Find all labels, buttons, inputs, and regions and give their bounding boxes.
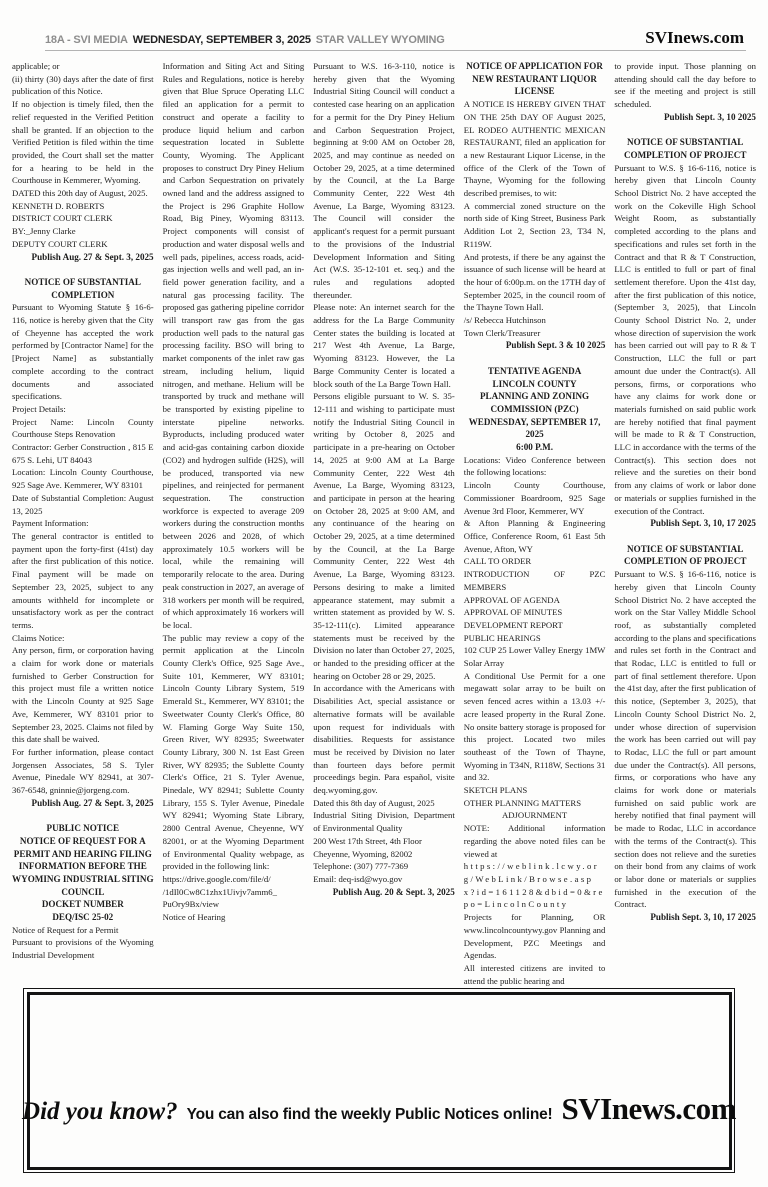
- publish-line: Publish Sept. 3, 10, 17 2025: [650, 912, 756, 923]
- notice-heading: 6:00 P.M.: [516, 442, 553, 453]
- notice-heading: DOCKET NUMBER: [41, 899, 124, 910]
- promo-banner-frame: [22, 992, 736, 1170]
- notice-line: Notice of Hearing: [162, 912, 226, 923]
- notice-paragraph: Pursuant to provisions of the Wyoming Industrial Development: [12, 937, 154, 961]
- notice-paragraph: For further information, please contact Jorgensen Associates, 58 S. Tyler Avenue, Pinedale WY 82941, at 307-367-6548, gninnie@jorgeng.com.: [12, 746, 154, 796]
- promo-banner: [23, 988, 735, 1173]
- notice-line: /s/ Rebecca Hutchinson: [463, 315, 546, 326]
- notice-heading: PLANNING AND ZONING: [480, 391, 590, 402]
- promo-message-text: You can also find the weekly Public Notices online!: [186, 1105, 553, 1123]
- notice-paragraph: A NOTICE IS HEREBY GIVEN THAT ON THE 25th DAY OF August 2025, EL RODEO AUTHENTIC MEXICAN RESTAURANT, filed an application for a new Restaurant Liquor License, in the office of the Clerk of the Town of Thayne, Wyoming for the following described premises, to wit:: [463, 99, 606, 199]
- masthead-site-name: SVInews.com: [645, 28, 744, 47]
- notice-heading: NOTICE OF REQUEST FOR A PERMIT AND HEARING FILING INFORMATION BEFORE THE WYOMING INDUSTRIAL SITING COUNCIL: [12, 835, 154, 897]
- promo-lead-text: Did you know?: [22, 1097, 178, 1125]
- notice-line: Cheyenne, Wyoming, 82002: [313, 848, 413, 859]
- notice-line: DISTRICT COURT CLERK: [12, 213, 113, 224]
- notice-heading: NEW RESTAURANT LIQUOR LICENSE: [472, 73, 597, 97]
- notice-line: OTHER PLANNING MATTERS: [463, 797, 582, 808]
- notice-line: BY:_Jenny Clarke: [12, 226, 76, 237]
- notice-paragraph: In accordance with the Americans with Disabilities Act, special assistance or alternative formats will be available upon request for individuals with disabilities. Requests for assistance must be received by Division no later than fourteen days before permit proceedings begin. Para español, visite deq.wyoming.gov.: [313, 683, 455, 796]
- masthead-left: [45, 34, 445, 46]
- notice-paragraph: Contractor: Gerber Construction , 815 E 675 S. Lehi, UT 84043: [12, 442, 154, 465]
- publish-line: Publish Aug. 27 & Sept. 3, 2025: [31, 251, 154, 262]
- notice-paragraph: Lincoln County Courthouse, Commissioner Boardroom, 925 Sage Avenue 3rd Floor, Kemmerer, WY: [463, 480, 606, 516]
- notice-line: APPROVAL OF MINUTES: [463, 607, 563, 618]
- notice-paragraph: Please note: An internet search for the address for the La Barge Community Center states the building is located at 217 West 4th Avenue, La Barge, Wyoming 83123. However, the La Barge Community Center is located a block south of the La Barge Town Hall.: [313, 302, 455, 389]
- page-header: [45, 28, 744, 48]
- notice-line: PuOry9Bx/view: [162, 899, 220, 910]
- notice-line: Payment Information:: [12, 518, 89, 529]
- notice-line: Project Details:: [12, 403, 66, 414]
- publish-line: Publish Aug. 20 & Sept. 3, 2025: [332, 886, 455, 897]
- notice-paragraph: Pursuant to W.S. § 16-6-116, notice is hereby given that Lincoln County School District No. 2 have accepted the work on the Cokeville High School Weight Room, as substantially completed according to the plans and specifications and rules set forth in the Contract and that R & T Construction, LLC is entitled to full or part of final settlement therefore. Upon the 41st day, after the first publication of this notice, (September 3, 2025), that Lincoln County School District No. 2, under whose direction of supervision the work has been carried out will pay to R & T Construction, LLC the full or part amount due under the Contract(s). All persons, firms, or corporations who have any claims for work done or materials furnished on said public work are hereby notified that final payment will be made to R & T Construction, LLC in accordance with the terms of the Contract(s). This section does not relieve and the sureties on their bond from any claims of work or labor done or materials or supplies furnished in the execution of the Contract.: [614, 162, 756, 516]
- notice-line: 200 West 17th Street, 4th Floor: [313, 835, 422, 846]
- notice-paragraph: Project Name: Lincoln County Courthouse Steps Renovation: [12, 416, 154, 440]
- notice-paragraph: Any person, firm, or corporation having a claim for work done or materials furnished to Gerber Construction for this project must file a written notice with the Lincoln County at 925 Sage Ave, Kemmerer, WY 83101 prior to September 23, 2025. Claims not filed by this date shall be waived.: [12, 645, 154, 745]
- notice-line: Telephone: (307) 777-7369: [313, 861, 409, 872]
- notice-line: SKETCH PLANS: [463, 785, 528, 796]
- notice-paragraph: All interested citizens are invited to attend the public hearing and: [463, 962, 606, 986]
- notice-line: KENNETH D. ROBERTS: [12, 200, 105, 211]
- issue-date: WEDNESDAY, SEPTEMBER 3, 2025: [132, 34, 311, 46]
- notice-paragraph: DATED this 20th day of August, 2025.: [12, 188, 148, 199]
- notice-line: /1dIl0Cw8C1zhx1Uivjv7amm6_: [162, 886, 277, 897]
- notice-centered-line: ADJOURNMENT: [502, 810, 568, 821]
- notice-heading: NOTICE OF APPLICATION FOR: [466, 61, 603, 71]
- notice-paragraph: INTRODUCTION OF PZC MEMBERS: [463, 569, 606, 592]
- notice-heading: NOTICE OF SUBSTANTIAL COMPLETION: [24, 276, 141, 300]
- notice-paragraph: If no objection is timely filed, then the relief requested in the Verified Petition shall be granted. If an objection to the Verified Petition is filed within the time provided, the Court shall set the matter for a hearing to be held in the Courthouse in Kemmerer, Wyoming.: [12, 99, 154, 186]
- notice-heading: DEQ/ISC 25-02: [52, 912, 114, 923]
- notice-heading: WEDNESDAY, SEPTEMBER 17, 2025: [468, 416, 601, 440]
- notice-column-2: [163, 60, 305, 986]
- notice-line: Town Clerk/Treasurer: [463, 327, 541, 338]
- notice-paragraph: NOTE: Additional information regarding the above noted files can be viewed at: [463, 823, 606, 859]
- publish-line: Publish Sept. 3, 10, 17 2025: [650, 518, 756, 529]
- header-divider: [45, 50, 746, 51]
- notice-paragraph: Date of Substantial Completion: August 13, 2025: [12, 492, 154, 516]
- notice-line: DEPUTY COURT CLERK: [12, 238, 108, 249]
- notice-paragraph: Pursuant to W.S. 16-3-110, notice is hereby given that the Wyoming Industrial Siting Council will conduct a contested case hearing on an application for a permit for the Dry Piney Helium and Carbon Sequestration Project, beginning at 9:00 AM on October 28, 2025, and may continue as needed on October 29, 2025, at a time determined by the Council, at the La Barge Community Center, 222 West 4th Avenue, La Barge, Wyoming 83123. The Council will consider the applicant's request for a permit pursuant to the provisions of the Industrial Development Information and Siting Act (W.S. 35-12-101 et. seq.) and the rules and regulations adopted thereunder.: [313, 61, 455, 300]
- notice-paragraph: Projects for Planning, OR www.lincolncountywy.gov Planning and Development, PZC Meetings and Agendas.: [463, 912, 606, 961]
- page-label: 18A - SVI MEDIA: [45, 34, 128, 46]
- notice-line: Notice of Request for a Permit: [12, 924, 119, 935]
- notice-heading: TENTATIVE AGENDA: [487, 365, 582, 376]
- notice-heading: PUBLIC NOTICE: [46, 823, 120, 834]
- notice-paragraph: Pursuant to W.S. § 16-6-116, notice is hereby given that Lincoln County School District No. 2 have accepted the work on the Star Valley Middle School roof, as substantially completed according to the plans and specifications and rules set forth in the Contract and that Rodac, LLC is entitled to full or part of final settlement therefore. Upon the 41st day, after the first publication of this notice, (September 3, 2025), that Lincoln County School District No. 2, under whose direction of supervision the work has been carried out will pay to Rodac, LLC the full or part amount due under the Contract(s). All persons, firms, or corporations who have any claims for work done or materials furnished on said public work are hereby notified that final payment will be made to Rodac, LLC in accordance with the terms of the Contract(s). This section does not relieve and the sureties on their bond from any claims of work or labor done or materials or supplies furnished in the execution of the Contract.: [614, 569, 756, 910]
- notice-paragraph: & Afton Planning & Engineering Office, Conference Room, 61 East 5th Avenue, Afton, WY: [463, 518, 606, 554]
- notice-paragraph: 102 CUP 25 Lower Valley Energy 1MW Solar Array: [463, 645, 606, 669]
- notice-paragraph: to provide input. Those planning on attending should call the day before to see if the meeting and project is still scheduled.: [614, 61, 756, 110]
- notice-line: CALL TO ORDER: [463, 556, 532, 567]
- notice-heading: NOTICE OF SUBSTANTIAL COMPLETION OF PROJECT: [623, 543, 747, 567]
- notice-paragraph: The public may review a copy of the permit application at the Lincoln County Clerk's Office, 925 Sage Ave., Suite 101, Kemmerer, WY 83101; Lincoln County Library System, 519 Emerald St., Kemmerer, WY 83101; the Sweetwater County Clerk's Office, 80 W. Flaming Gorge Way Suite 150, Green River, WY 82935; Sweetwater County Library, 300 N. 1st East Green River, WY 82935; the Sublette County Clerk's Office, 21 S. Tyler Avenue, Pinedale, WY 82941; Sublette County Library, 155 S. Tyler Avenue, Pinedale WY 82941; Wyoming State Library, 2800 Central Avenue, Cheyenne, WY 82001, or at the Wyoming Department of Environmental Quality webpage, as provided in the following link:: [162, 632, 305, 872]
- publish-line: Publish Aug. 27 & Sept. 3, 2025: [31, 797, 154, 808]
- notice-paragraph: Industrial Siting Division, Department of Environmental Quality: [313, 810, 455, 834]
- notice-paragraph: Pursuant to Wyoming Statute § 16-6-116, notice is hereby given that the City of Cheyenne has accepted the work performed by [Contractor Name] for the [Project Name] as substantially complete according to the contract documents and associated specifications.: [12, 302, 154, 402]
- publish-line: Publish Sept. 3, 10 2025: [664, 111, 756, 122]
- notice-line: applicable; or: [12, 61, 60, 71]
- notice-column-1: [12, 60, 154, 986]
- notice-paragraph: A Conditional Use Permit for a one megawatt solar array to be built on seven fenced acres within a 13.03 +/- acre leased property in the Rural Zone. No onsite battery storage is proposed for this project. Located two miles southeast of the Town of Thayne, Wyoming in T34N, R118W, Sections 31 and 32.: [463, 670, 606, 783]
- masthead-location: STAR VALLEY WYOMING: [315, 34, 445, 46]
- notice-line: APPROVAL OF AGENDA: [463, 594, 560, 605]
- notice-column-5: [614, 60, 756, 986]
- notice-heading: COMMISSION (PZC): [490, 403, 579, 414]
- notice-line: Claims Notice:: [12, 632, 65, 643]
- notice-paragraph: The general contractor is entitled to payment upon the forty-first (41st) day after the first publication of this notice. Final payment will be made on September 23, 2025, subject to any amounts withheld for incomplete or unsatisfactory work as per the contract terms.: [12, 531, 154, 630]
- notice-paragraph: Locations: Video Conference between the following locations:: [463, 454, 606, 478]
- notice-heading: LINCOLN COUNTY: [492, 378, 577, 389]
- notice-paragraph: And protests, if there be any against the issuance of such license will be heard at the hour of 6:00p.m. on the 17TH day of September 2025, in the council room of the Thayne Town Hall.: [463, 251, 606, 313]
- notice-line: Dated this 8th day of August, 2025: [313, 797, 435, 808]
- notice-column-3: [313, 60, 455, 986]
- notice-paragraph: (ii) thirty (30) days after the date of first publication of this Notice.: [12, 73, 154, 97]
- notice-line: DEVELOPMENT REPORT: [463, 619, 563, 630]
- notice-line: PUBLIC HEARINGS: [463, 632, 541, 643]
- notice-line: https://drive.google.com/file/d/: [162, 874, 271, 884]
- promo-site-name: SVInews.com: [561, 1090, 736, 1126]
- notice-url: https://weblink.lcwy.org/WebLink/Browse.aspx?id=161128&dbid=0&repo=LincolnCounty: [463, 861, 605, 910]
- notice-paragraph: A commercial zoned structure on the north side of King Street, Business Park Addition Lot 2, Section 23, T34 N, R119W.: [463, 200, 606, 249]
- notice-line: Email: deq-isd@wyo.gov: [313, 874, 403, 884]
- notice-heading: NOTICE OF SUBSTANTIAL COMPLETION OF PROJECT: [623, 137, 747, 160]
- notice-column-4: [464, 60, 606, 986]
- notice-paragraph: Persons eligible pursuant to W. S. 35-12-111 and wishing to participate must notify the Industrial Siting Council in writing by October 8, 2025 and participate in a pre-hearing on October 14, 2025 at 9:00 AM at La Barge Community Center, 222 West 4th Avenue, La Barge, Wyoming 83123, and participate in person at the hearing on October 28, 2025 at 9:00 AM, and any continuance of the hearing on October 29, 2025, at a time determined by the Council, at the La Barge Community Center, 222 West 4th Avenue, La Barge, Wyoming 83123. Persons desiring to make a limited appearance statement, may submit a written statement as provided by W. S. 35-12-111(c). Limited appearance statements must be received by the Division no later than October 27, 2025, or handed to the presiding officer at the hearing on October 28 or 29, 2025.: [313, 391, 455, 681]
- publish-line: Publish Sept. 3 & 10 2025: [505, 340, 606, 351]
- notice-paragraph: Location: Lincoln County Courthouse, 925 Sage Ave. Kemmerer, WY 83101: [12, 467, 154, 491]
- notice-paragraph: Information and Siting Act and Siting Rules and Regulations, notice is hereby given that Blue Spruce Operating LLC filed an application for a permit to construct and operate a facility to produce liquid helium and carbon sequestration located in Sublette County, Wyoming. The Applicant proposes to construct Dry Piney Helium and Carbon Sequestration on privately owned land and the address assigned to the Project is 296 Graphite Hollow Road, Big Piney, Wyoming 83113. Project components will consist of production and water disposal wells and well pads, pipelines, access roads, acid-gas injection wells and well pad, an in-field power generation facility, and a natural gas processing facility. The proposed gas gathering pipeline corridor will transport raw gas from the gas production well pads to the natural gas processing facility. BSO will bring to market components of the inlet raw gas stream, including helium, liquid nitrogen, and methane. Helium will be transported by truck and methane will be transported by existing pipeline to interstate pipeline networks. Byproducts, including produced water and acid-gas containing carbon dioxide (CO2) and hydrogen sulfide (H2S), will be produced, transported via new pipelines, and reinjected for permanent sequestration. The construction workforce is expected to average 209 workers during the construction months between 2026 and 2028, of which approximately 10.5 workers will be local, while the remaining will temporarily relocate to the area. During peak construction in 2027, an average of 318 workers per month will be required, of which approximately 16 workers will be local.: [162, 61, 305, 630]
- public-notices-columns: [12, 60, 756, 986]
